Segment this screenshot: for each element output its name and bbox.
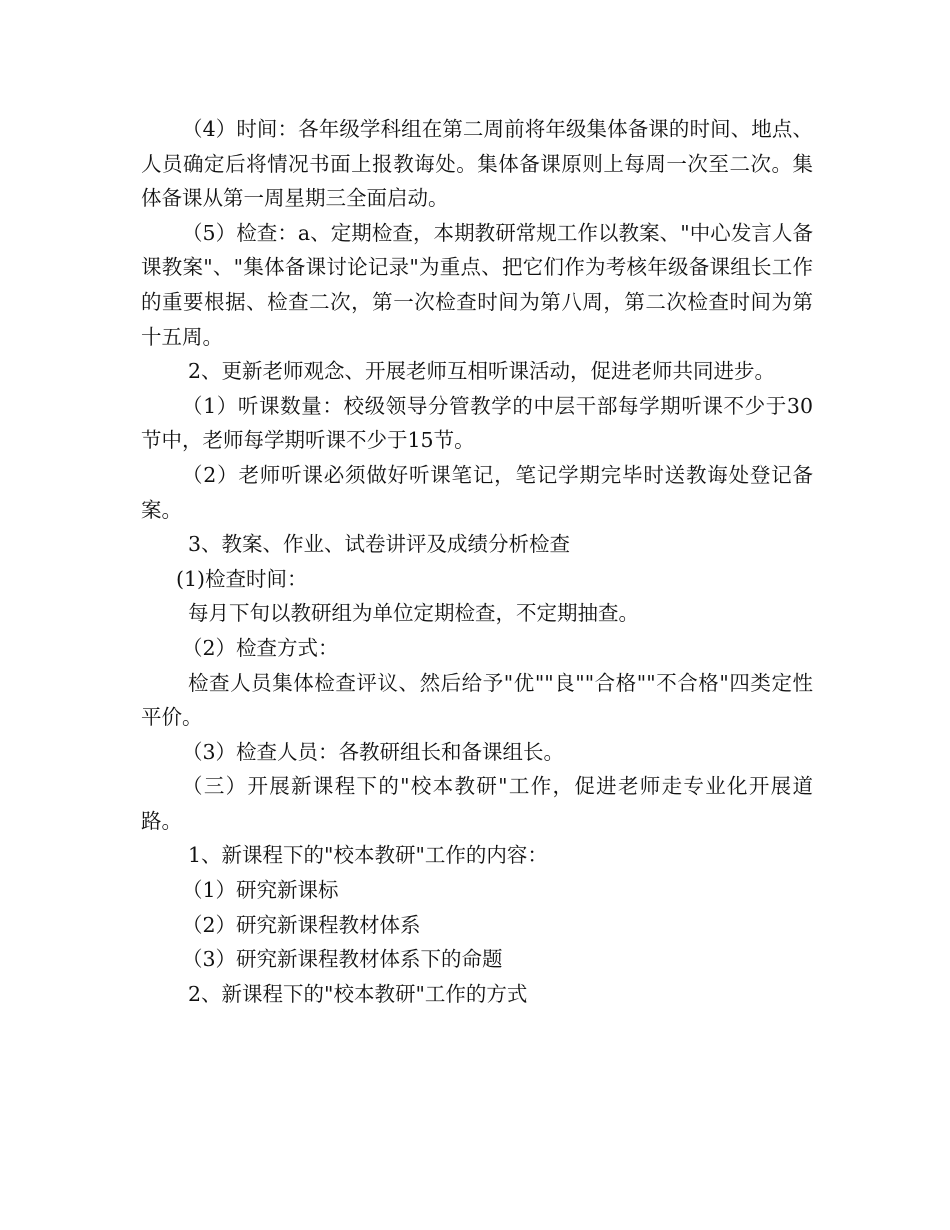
- list-item-textbooks: （2）研究新课程教材体系: [182, 912, 421, 937]
- document-body: [141, 112, 813, 1011]
- paragraph-research-content-heading: 1、新课程下的"校本教研"工作的内容：: [188, 843, 548, 868]
- paragraph-check-method: 检查人员集体检查评议、然后给予"优""良""合格""不合格"四类定性平价。: [141, 670, 813, 730]
- paragraph-observation-heading: 2、更新老师观念、开展老师互相听课活动，促进老师共同进步。: [188, 359, 776, 384]
- paragraph-inspection: （5）检查：a、定期检查，本期教研常规工作以教案、"中心发言人备课教案"、"集体备课讨论记录"为重点、把它们作为考核年级备课组长工作的重要根据、检查二次，第一次检查时间为第八周，第二次检查时间为第十五周。: [141, 220, 813, 349]
- paragraph-check-time-label: (1)检查时间：: [176, 566, 308, 591]
- paragraph-observation-count: （1）听课数量：校级领导分管教学的中层干部每学期听课不少于30节中，老师每学期听课不少于15节。: [141, 393, 813, 453]
- paragraph-check-time: 每月下旬以教研组为单位定期检查，不定期抽查。: [188, 601, 639, 626]
- paragraph-time: （4）时间：各年级学科组在第二周前将年级集体备课的时间、地点、人员确定后将情况书面上报教诲处。集体备课原则上每周一次至二次。集体备课从第一周星期三全面启动。: [141, 117, 813, 211]
- paragraph-check-heading: 3、教案、作业、试卷讲评及成绩分析检查: [188, 532, 571, 557]
- paragraph-school-research: （三）开展新课程下的"校本教研"工作，促进老师走专业化开展道路。: [141, 774, 813, 833]
- paragraph-observation-notes: （2）老师听课必须做好听课笔记，笔记学期完毕时送教诲处登记备案。: [141, 462, 813, 522]
- paragraph-research-method-heading: 2、新课程下的"校本教研"工作的方式: [188, 981, 528, 1006]
- paragraph-check-staff: （3）检查人员：各教研组长和备课组长。: [182, 739, 565, 764]
- paragraph-check-method-label: （2）检查方式：: [182, 635, 339, 660]
- list-item-propositions: （3）研究新课程教材体系下的命题: [182, 947, 503, 972]
- list-item-standards: （1）研究新课标: [182, 878, 339, 903]
